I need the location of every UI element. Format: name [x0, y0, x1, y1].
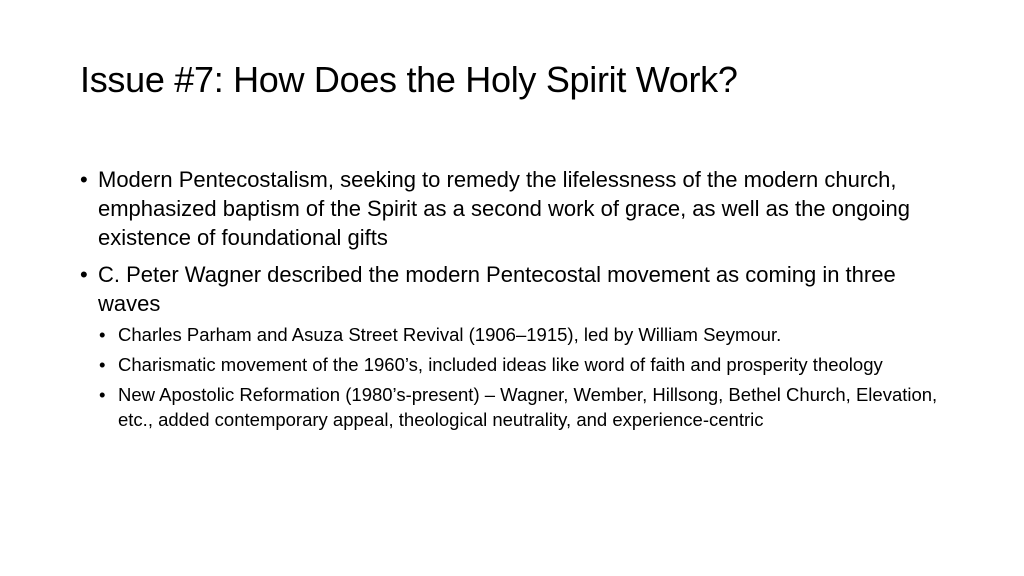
- slide-body: [80, 165, 960, 440]
- sub-bullet-list: [98, 322, 960, 432]
- sub-bullet-marker: •: [99, 354, 106, 375]
- sub-bullet-third-wave: [98, 382, 960, 432]
- bullet-wagner-waves: [80, 260, 960, 432]
- sub-bullet-text: Charismatic movement of the 1960’s, included ideas like word of faith and prosperity theology: [118, 354, 883, 375]
- sub-bullet-marker: •: [99, 324, 106, 345]
- bullet-text: Modern Pentecostalism, seeking to remedy the lifelessness of the modern church, emphasized baptism of the Spirit as a second work of grace, as well as the ongoing existence of foundational gifts: [98, 167, 911, 250]
- sub-bullet-text: Charles Parham and Asuza Street Revival (1906–1915), led by William Seymour.: [118, 324, 782, 345]
- bullet-text: C. Peter Wagner described the modern Pentecostal movement as coming in three waves: [98, 262, 896, 316]
- bullet-marker: •: [80, 262, 88, 287]
- slide-title: Issue #7: How Does the Holy Spirit Work?: [80, 59, 738, 100]
- sub-bullet-first-wave: [98, 322, 960, 347]
- bullet-pentecostalism: [80, 165, 960, 252]
- sub-bullet-text: New Apostolic Reformation (1980’s-present) – Wagner, Wember, Hillsong, Bethel Church, Elevation, etc., added contemporary appeal, theological neutrality, and experience-centric: [118, 384, 938, 430]
- sub-bullet-second-wave: [98, 352, 960, 377]
- sub-bullet-marker: •: [99, 384, 106, 405]
- bullet-marker: •: [80, 167, 88, 192]
